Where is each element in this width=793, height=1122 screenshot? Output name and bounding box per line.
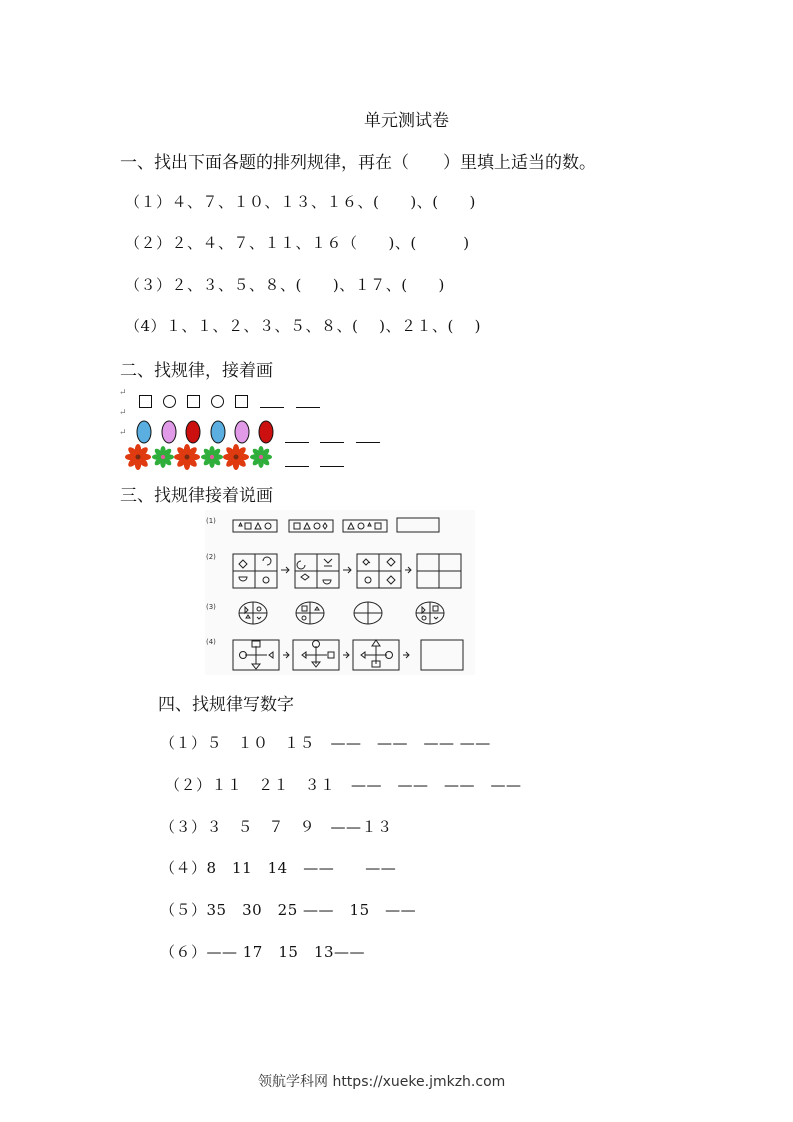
pattern-oval-1 — [137, 421, 151, 443]
section-4-item-1: （１）５ １０ １５ —— —— —— —— — [160, 734, 491, 752]
pattern-square-2 — [187, 395, 200, 408]
section-1-item-4: （4）１、１、２、３、５、８、( )、２１、( ) — [125, 317, 481, 335]
footer-watermark: 领航学科网 https://xueke.jmkzh.com — [258, 1074, 506, 1090]
section-1-heading: 一、找出下面各题的排列规律，再在（ ）里填上适当的数。 — [120, 153, 596, 173]
figure-label-2: (2) — [206, 553, 216, 561]
pattern-oval-6 — [259, 421, 273, 443]
section-4-item-5: （５）35 30 25 —— 15 —— — [160, 901, 417, 919]
flower-icon — [174, 444, 200, 470]
section-1-item-2: （２）２、４、７、１１、１６（ )、( ) — [125, 234, 470, 252]
answer-blank — [296, 407, 320, 408]
section-4-item-3: （３）３ ５ ７ ９ ——１３ — [160, 818, 393, 836]
page-title: 单元测试卷 — [364, 111, 449, 131]
answer-blank — [320, 442, 344, 443]
figure-label-1: (1) — [206, 517, 216, 525]
pattern-circle-2 — [211, 395, 224, 408]
pattern-circle-1 — [163, 395, 176, 408]
pattern-oval-4 — [211, 421, 225, 443]
section-4-item-2: （２）１１ ２１ ３１ —— —— —— —— — [165, 776, 522, 794]
answer-blank — [356, 442, 380, 443]
pattern-oval-2 — [162, 421, 176, 443]
pattern-square-3 — [235, 395, 248, 408]
pattern-oval-5 — [235, 421, 249, 443]
section-4-item-4: （４）8 11 14 —— —— — [160, 859, 397, 877]
flower-icon — [223, 444, 249, 470]
answer-blank — [285, 466, 309, 467]
answer-blank — [320, 466, 344, 467]
answer-blank — [260, 407, 284, 408]
section-3-heading: 三、找规律接着说画 — [120, 486, 273, 506]
return-mark-1: ↵ — [119, 388, 127, 398]
figure-row-3 — [239, 602, 444, 624]
flower-icon — [250, 446, 272, 468]
figure-row-2 — [233, 554, 461, 588]
figure-label-4: (4) — [206, 638, 216, 646]
pattern-square-1 — [139, 395, 152, 408]
return-mark-3: ↵ — [119, 428, 127, 438]
return-mark-2: ↵ — [119, 408, 127, 418]
figure-row-4 — [233, 640, 463, 670]
flower-icon — [125, 444, 151, 470]
section-1-item-1: （１）４、７、１０、１３、１６、( )、( ) — [125, 193, 476, 211]
pattern-figures — [205, 510, 475, 675]
flower-icon — [201, 446, 223, 468]
pattern-oval-3 — [186, 421, 200, 443]
section-4-item-6: （６）—— 17 15 13—— — [160, 943, 366, 961]
flower-icon — [152, 446, 174, 468]
figure-row-1 — [233, 518, 439, 532]
section-1-item-3: （３）２、３、５、８、( )、１７、( ) — [125, 276, 445, 294]
flower-pattern-row — [124, 444, 279, 472]
section-2-heading: 二、找规律，接着画 — [120, 361, 273, 381]
answer-blank — [285, 442, 309, 443]
figure-label-3: (3) — [206, 603, 216, 611]
section-4-heading: 四、找规律写数字 — [158, 695, 294, 715]
